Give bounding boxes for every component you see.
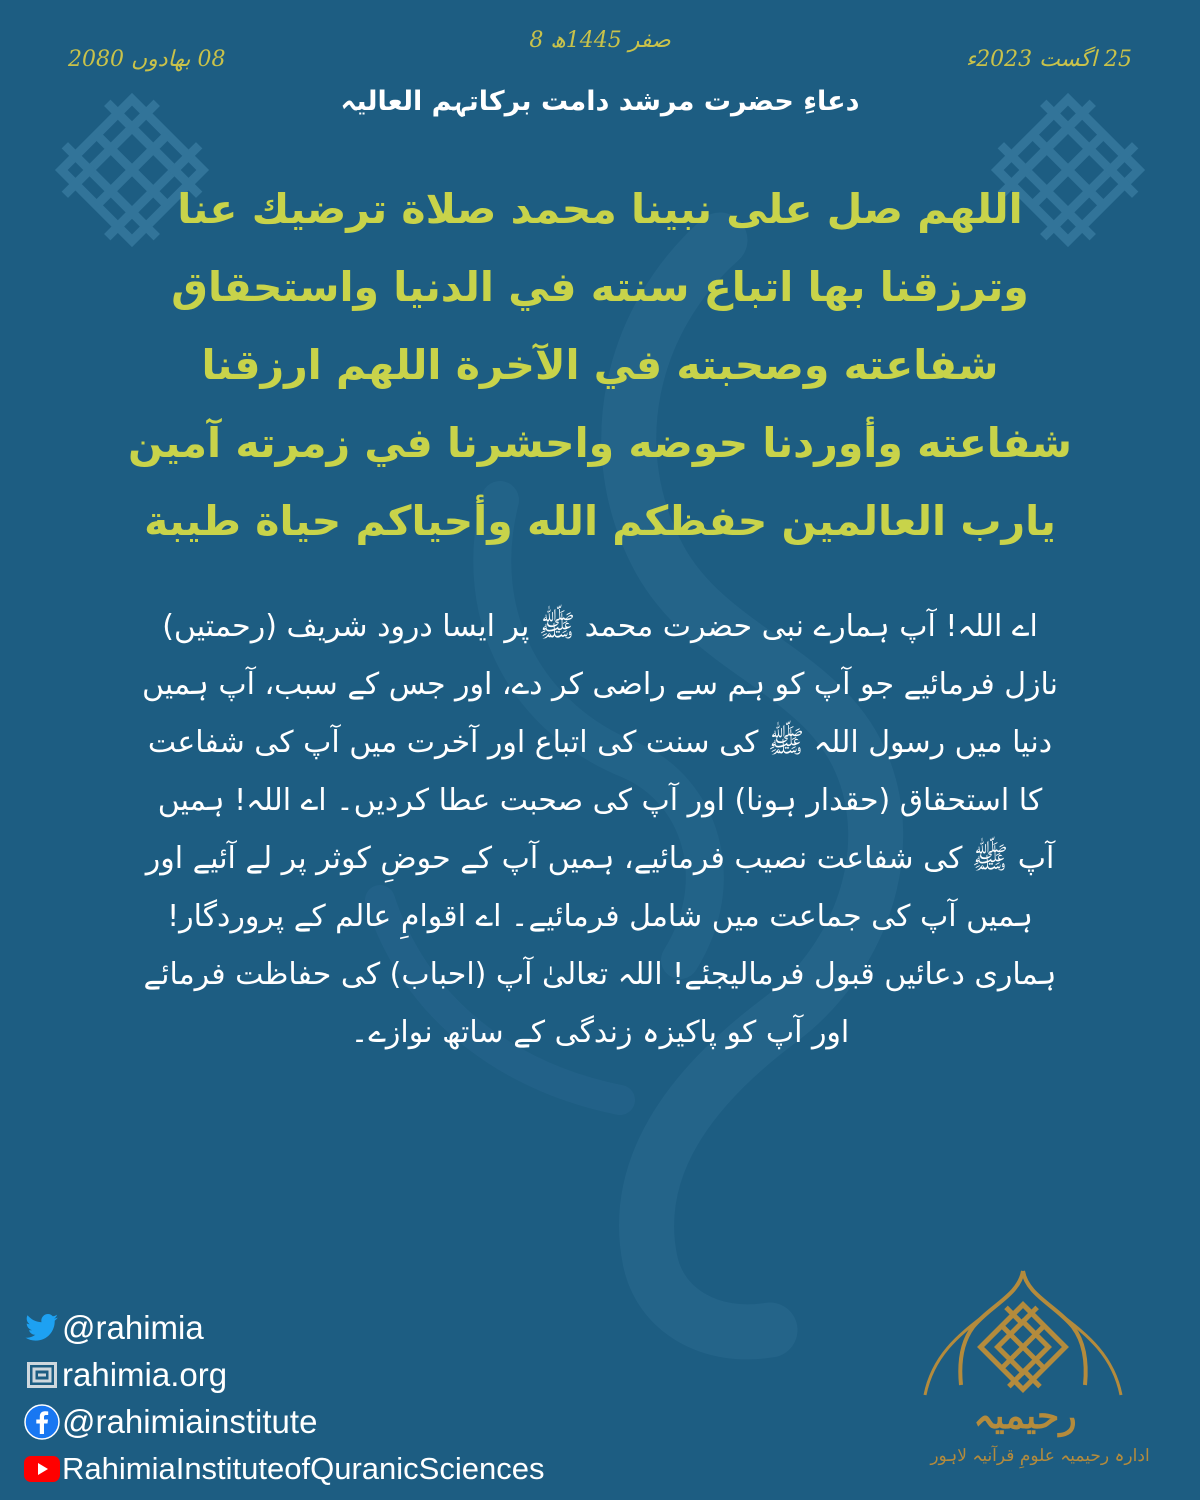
youtube-channel: RahimiaInstituteofQuranicSciences <box>62 1451 545 1486</box>
gregorian-date: 25 اگست 2023ء <box>965 47 1132 72</box>
logo-name: رحیمیہ <box>973 1395 1077 1437</box>
website-icon <box>24 1357 60 1393</box>
website-url: rahimia.org <box>62 1356 228 1393</box>
twitter-icon <box>24 1310 60 1346</box>
logo-subtitle: ادارہ رحیمیہ علومِ قرآنیہ لاہور <box>930 1446 1150 1466</box>
facebook-icon <box>24 1404 60 1440</box>
hijri-date: 8 صفر 1445ھ <box>529 28 671 53</box>
youtube-icon <box>24 1451 60 1487</box>
social-links <box>24 1305 724 1493</box>
bikrami-date: 08 بھادوں 2080 <box>68 47 226 72</box>
youtube-link[interactable] <box>24 1446 724 1492</box>
urdu-translation-text: اے اللہ! آپ ہمارے نبی حضرت محمد ﷺ پر ایسا درود شریف (رحمتیں) نازل فرمائیے جو آپ کو ہم سے راضی کر دے، اور جس کے سبب، آپ ہمیں دنیا میں رسول اللہ ﷺ کی سنت کی اتباع اور آخرت میں آپ کی شفاعت کا استحقاق (حقدار ہونا) اور آپ کی صحبت عطا کردیں۔ اے اللہ! ہمیں آپ ﷺ کی شفاعت نصیب فرمائیے، ہمیں آپ کے حوضِ کوثر پر لے آئیے اور ہمیں آپ کی جماعت میں شامل فرمائیے۔ اے اقوامِ عالم کے پروردگار! ہماری دعائیں قبول فرمالیجئے! اللہ تعالیٰ آپ (احباب) کی حفاظت فرمائے اور آپ کو پاکیزہ زندگی کے ساتھ نوازے۔ <box>142 609 1058 1050</box>
dua-heading: دعاءِ حضرت مرشد دامت برکاتہم العالیہ <box>340 86 860 117</box>
twitter-link[interactable] <box>24 1305 724 1351</box>
arabic-dua-text: اللهم صل على نبينا محمد صلاة ترضيك عنا وترزقنا بها اتباع سنته في الدنيا واستحقاق شفاعته وصحبته في الآخرة اللهم ارزقنا شفاعته وأوردنا حوضه واحشرنا في زمرته آمين يارب العالمين حفظكم الله وأحياكم حياة طيبة <box>128 185 1072 545</box>
facebook-handle: @rahimiainstitute <box>62 1403 318 1440</box>
facebook-link[interactable] <box>24 1399 724 1445</box>
website-link[interactable] <box>24 1352 724 1398</box>
twitter-handle: @rahimia <box>62 1309 204 1346</box>
